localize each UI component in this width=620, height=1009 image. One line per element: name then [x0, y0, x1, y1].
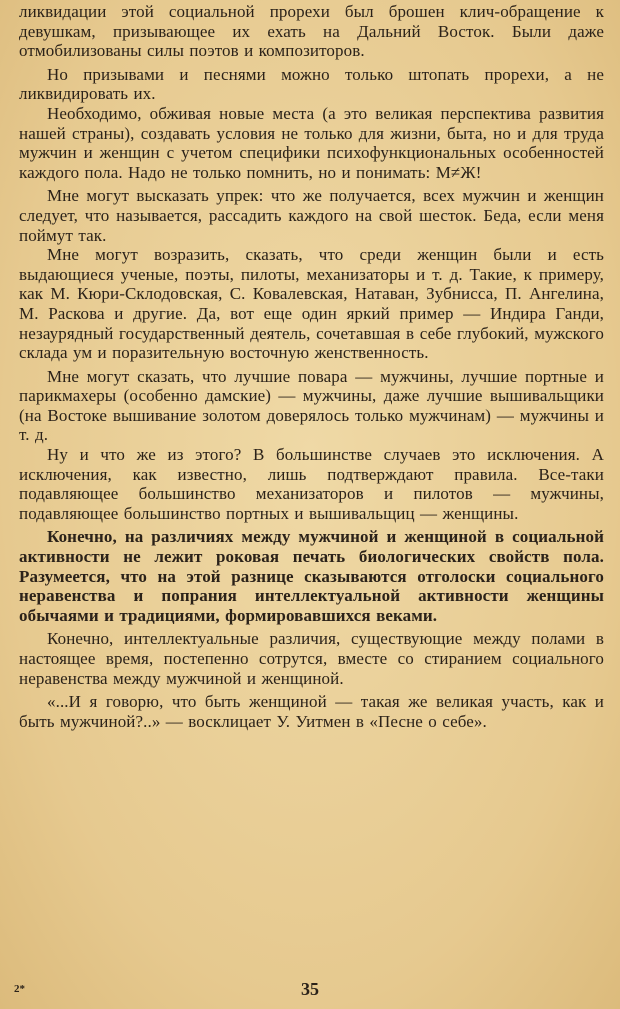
paragraph: Мне могут высказать упрек: что же получается, всех мужчин и женщин следует, что называется, рассадить каждого на свой шесток. Беда, если меня поймут так.: [19, 186, 604, 245]
paragraph: Ну и что же из этого? В большинстве случаев это исключения. А исключения, как известно, лишь подтверждают правила. Все-таки подавляющее большинство механизаторов и пилотов — мужчины, подавляющее большинство портных и вышивальщиц — женщины.: [19, 445, 604, 523]
page-text: [19, 2, 604, 731]
paragraph: «...И я говорю, что быть женщиной — такая же великая участь, как и быть мужчиной?..» — восклицает У. Уитмен в «Песне о себе».: [19, 692, 604, 731]
paragraph: Но призывами и песнями можно только штопать прорехи, а не ликвидировать их.: [19, 64, 604, 104]
page-number: 35: [301, 979, 319, 999]
paragraph: Конечно, на различиях между мужчиной и женщиной в социальной активности не лежит роковая печать биологических свойств пола. Разумеется, что на этой разнице сказываются отголоски социального неравенства и попрания интеллектуальной активности женщины обычаями и традициями, формировавшихся веками.: [19, 527, 604, 625]
paragraph: Конечно, интеллектуальные различия, существующие между полами в настоящее время, постепенно сотрутся, вместе со стиранием социального неравенства между мужчиной и женщиной.: [19, 629, 604, 688]
paragraph: Необходимо, обживая новые места (а это великая перспектива развития нашей страны), создавать условия не только для жизни, быта, но и для труда мужчин и женщин с учетом специфики психофункциональных особенностей каждого пола. Надо не только помнить, но и понимать: М≠Ж!: [19, 103, 604, 182]
paragraph: Мне могут сказать, что лучшие повара — мужчины, лучшие портные и парикмахеры (особенно дамские) — мужчины, даже лучшие вышивальщики (на Востоке вышивание золотом доверялось только мужчинам) — мужчины и т. д.: [19, 366, 604, 445]
paragraph: Мне могут возразить, сказать, что среди женщин были и есть выдающиеся ученые, поэты, пилоты, механизаторы и т. д. Такие, к примеру, как М. Кюри-Склодовская, С. Ковалевская, Натаван, Зубнисса, П. Ангелина, М. Раскова и другие. Да, вот еще один яркий пример — Индира Ганди, незаурядный государственный деятель, сочетавшая в себе глубокий, мужского склада ум и поразительную восточную женственность.: [19, 245, 604, 363]
signature-mark: 2*: [14, 983, 25, 995]
paragraph: ликвидации этой социальной прорехи был брошен клич-обращение к девушкам, призывающее их ехать на Дальний Восток. Были даже отмобилизованы силы поэтов и композиторов.: [19, 2, 604, 61]
